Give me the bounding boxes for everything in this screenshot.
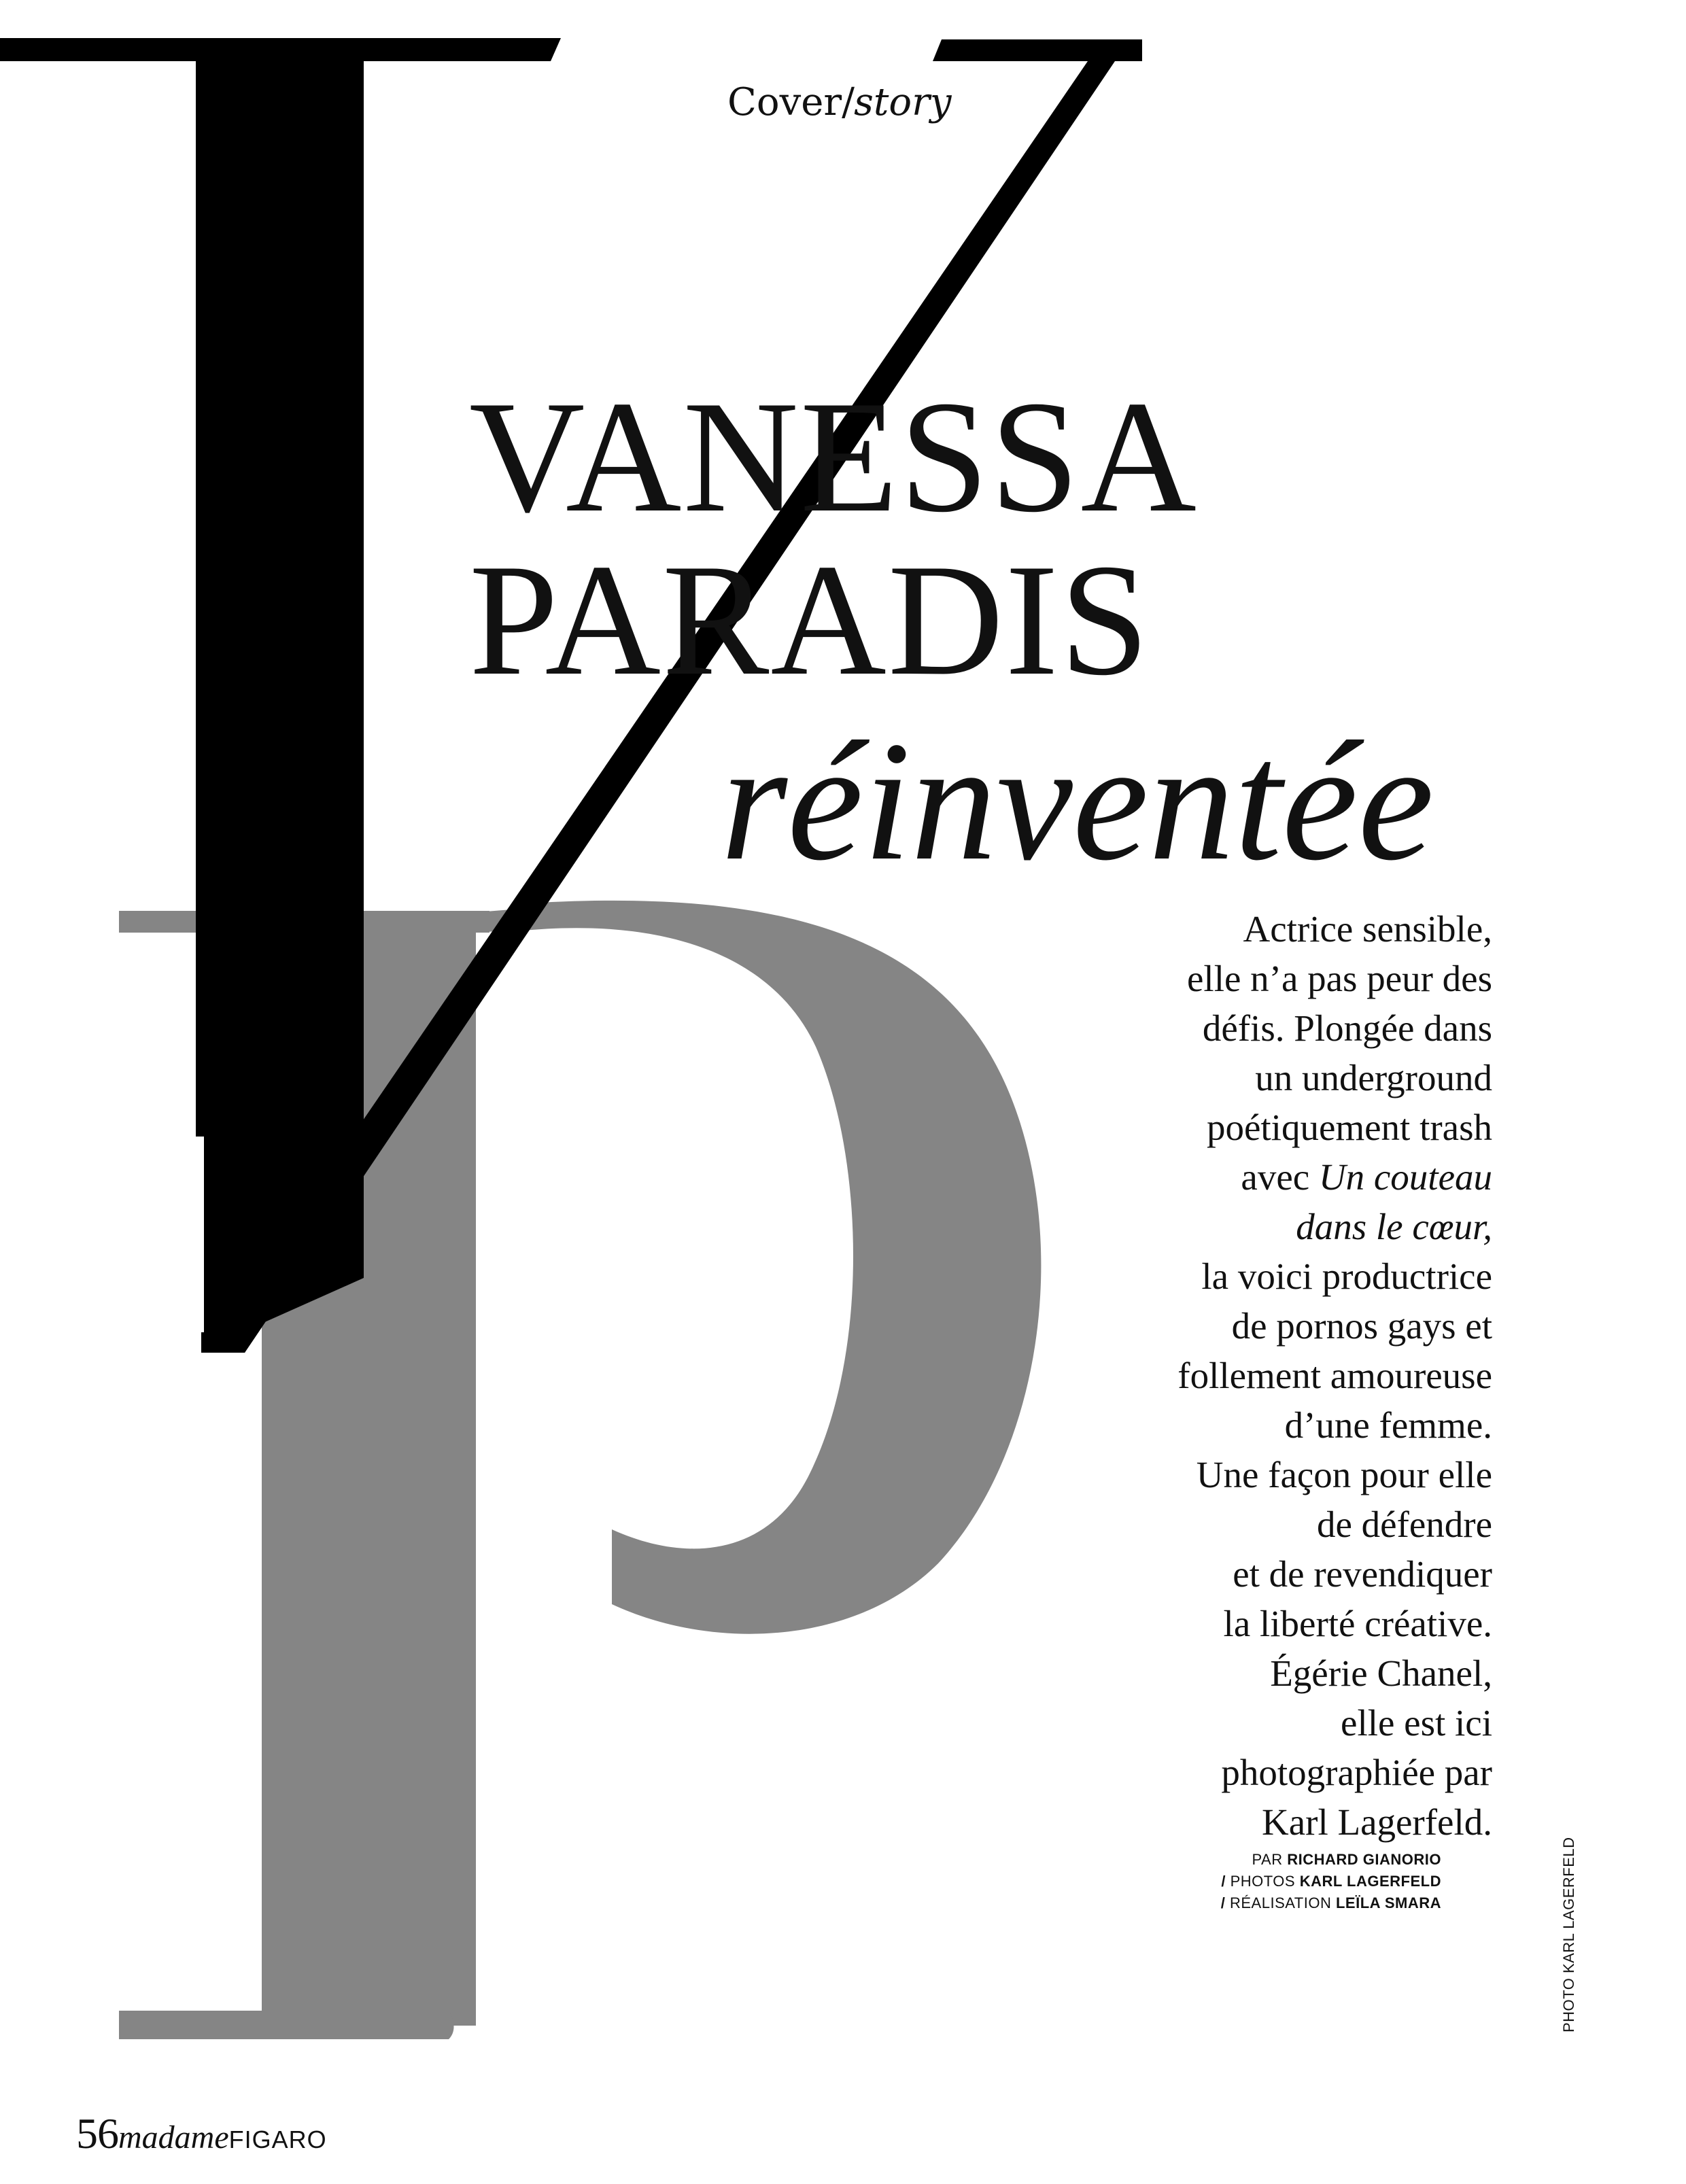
credit-author [1156, 1849, 1441, 1871]
intro-line: Égérie Chanel, [1270, 1652, 1492, 1694]
credit-styling [1156, 1892, 1441, 1914]
intro-line: de défendre [1316, 1504, 1492, 1545]
photo-credit: PHOTO KARL LAGERFELD [1560, 1837, 1577, 2032]
credit-name: LEÏLA SMARA [1335, 1894, 1441, 1911]
intro-line: elle est ici [1341, 1702, 1492, 1744]
credit-label: PAR [1252, 1851, 1283, 1868]
page-number: 56 [76, 2109, 118, 2157]
magazine-name-part-2: FIGARO [228, 2126, 327, 2153]
credit-label: PHOTOS [1230, 1873, 1296, 1890]
headline-line-1: VANESSA [469, 368, 1198, 546]
intro-line: Une façon pour elle [1196, 1454, 1492, 1495]
intro-line: photographiée par [1221, 1752, 1492, 1793]
credit-label: RÉALISATION [1230, 1894, 1332, 1911]
headline-line-2: PARADIS [469, 532, 1151, 709]
section-label [727, 80, 959, 135]
intro-line: Karl Lagerfeld. [1262, 1801, 1492, 1843]
credit-slash: / [1221, 1873, 1226, 1890]
section-prefix: Cover [727, 80, 842, 124]
intro-paragraph [1057, 904, 1492, 1847]
intro-line: elle n’a pas peur des [1187, 958, 1492, 999]
headline-line-3: réinventée [721, 706, 1434, 896]
intro-line: d’une femme. [1284, 1404, 1492, 1446]
intro-line [1057, 1202, 1492, 1251]
intro-line: défis. Plongée dans [1202, 1007, 1492, 1049]
article-credits [1156, 1849, 1441, 1914]
section-slash-icon: / [842, 80, 855, 124]
intro-line: Actrice sensible, [1243, 908, 1492, 950]
credit-photos [1156, 1871, 1441, 1892]
intro-line: la voici productrice [1201, 1255, 1492, 1297]
intro-line: un underground [1255, 1057, 1492, 1098]
film-title-part-2: dans le cœur, [1296, 1206, 1492, 1247]
intro-line: follement amoureuse [1177, 1355, 1492, 1396]
credit-name: KARL LAGERFELD [1299, 1873, 1441, 1890]
section-suffix: story [854, 80, 952, 124]
intro-line: la liberté créative. [1223, 1603, 1492, 1644]
film-title-part-1: Un couteau [1318, 1156, 1492, 1198]
page-folio [76, 2109, 327, 2156]
intro-line: et de revendiquer [1233, 1553, 1492, 1595]
intro-line-prefix: avec [1241, 1156, 1319, 1198]
intro-line [1057, 1152, 1492, 1202]
credit-slash: / [1220, 1894, 1226, 1911]
intro-line: poétiquement trash [1206, 1107, 1492, 1148]
magazine-name-part-1: madame [118, 2119, 229, 2155]
intro-line: de pornos gays et [1231, 1305, 1492, 1347]
credit-name: RICHARD GIANORIO [1287, 1851, 1441, 1868]
